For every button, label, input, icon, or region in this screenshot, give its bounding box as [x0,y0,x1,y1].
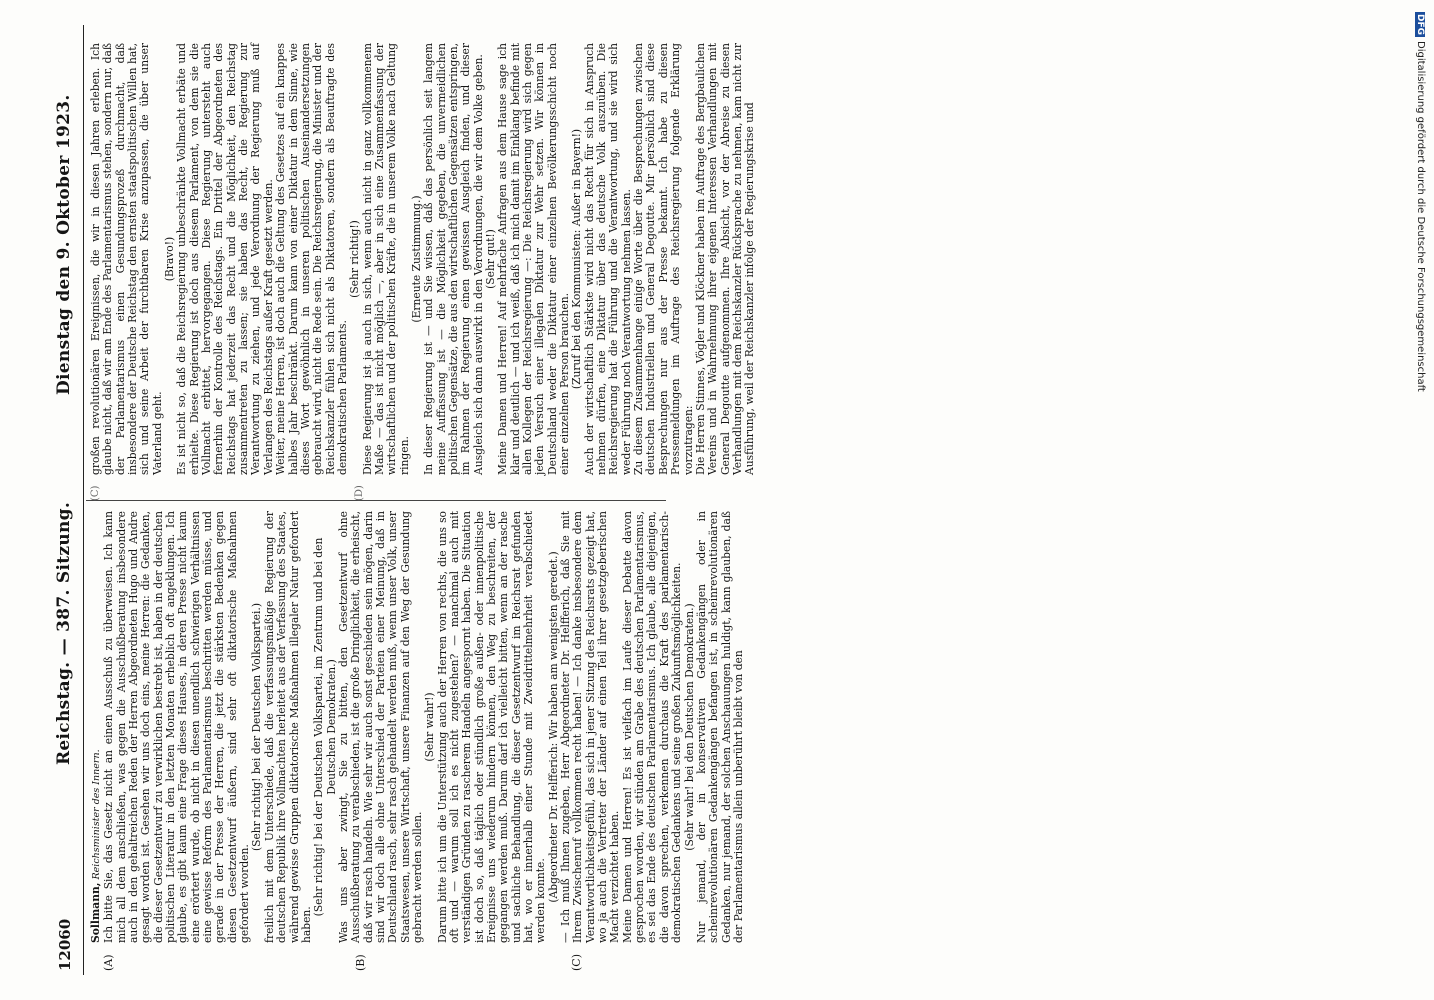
speaker-name: Sollmann, [89,882,102,943]
interjection: (Sehr gut!) [484,229,497,289]
header-rule [83,25,84,975]
paragraph: Die Herren Stinnes, Vögler und Klöckner haben im Auftrage des Bergbaulichen Vereins und in Wahrnehmung ihrer eigenen Interessen Verhandlungen mit General Degoutte aufgenommen. Ihre Absicht, vor der Abreise zu diesen Verhandlungen mit dem Reichskanzler Rücksprache zu nehmen, kam nicht zur Ausführung, weil der Reichskanzler infolge der Regierungskrise und [693,43,757,475]
paragraph: Es ist nicht so, daß die Reichsregierung unbeschränkte Vollmacht erbäte und erhielte. Diese Regierung ist doch aus diesem Parlament, von dem sie die Vollmacht erbittet, hervorgegangen. Diese Regierung untersteht auch fernerhin der Kontrolle des Reichstags. Ein Drittel der Abgeordneten des Reichstags hat jederzeit das Recht und die Möglichkeit, den Reichstag zusammentreten zu lassen; sie haben das Recht, die Regierung zur Verantwortung zu ziehen, und jede Verordnung der Regierung muß auf Verlangen des Reichstags außer Kraft gesetzt werden. [175,43,275,475]
header-left-title: Reichstag. — 387. Sitzung. [54,501,74,765]
interjection: (Zuruf bei den Kommunisten: Außer in Bayern!) [570,128,584,390]
paragraph: großen revolutionären Ereignissen, die wir in diesen Jahren erleben. Ich glaube nicht, daß wir am Ende des Parlamentarismus stehen, sondern nur, daß der Parlamentarismus einen Gesundungsprozeß durchmacht, daß insbesondere der Deutsche Reichstag den ernsten staatspolitischen Willen hat, sich und seine Arbeit der furchtbaren Krise anzupassen, die über unser Vaterland geht. [89,43,164,475]
interjection: (Sehr wahr!) [423,692,437,762]
digitization-sidebar [1406,0,1428,1000]
paragraph: freilich mit dem Unterschiede, daß die verfassungsmäßige Regierung der deutschen Republik ihre Vollmachten herleitet aus der Verfassung des Staates, während gewisse Gruppen diktatorische Maßnahmen illegaler Natur gefordert haben. [262,511,313,943]
header-right-title: Dienstag den 9. Oktober 1923. [54,94,74,395]
interjection: (Sehr richtig! bei der Deutschen Volkspartei.) [250,603,264,852]
right-column [89,43,757,475]
paragraph: Nur jemand, der in konservativen Gedankengängen oder in scheinrevolutionären Gedankengängen befangen ist, in scheinrevolutionären Gedanken, nur jemand, der solchen Anschauungen huldigt, kann glauben, daß der Parlamentarismus allein unberührt bleibt von den [694,511,745,943]
interjection: (Bravo!) [163,236,177,282]
paragraph: Zu diesem Zusammenhange einige Worte über die Besprechungen zwischen deutschen Industriellen und General Degoutte. Mir persönlich sind diese Besprechungen nur aus der Presse bekannt. Ich habe zu diesen Pressemeldungen im Auftrage des Reichsregierung folgende Erklärung vorzutragen: [632,43,695,475]
left-column [89,511,745,943]
dfg-logo: DFG [1415,14,1425,36]
speaker-role: Reichsminister des Innern. [91,749,102,880]
interjection: (Sehr richtig!) [348,220,362,298]
paragraph: Meine Damen und Herren! Auf mehrfache Anfragen aus dem Hause sage ich klar und deutlich — und ich weiß, daß ich mich damit im Einklang befinde mit allen Kollegen der Reichsregierung —: Die Reichsregierung wird sich gegen jeden Versuch einer illegalen Diktatur zur Wehr setzen. Wir können in Deutschland weder die Diktatur einer einzelnen Bevölkerungsschicht noch einer einzelnen Person brauchen. [496,43,572,475]
paragraph: Auch der wirtschaftlich Stärkste wird nicht das Recht für sich in Anspruch nehmen dürfen, eine Diktatur über das deutsche Volk auszuüben. Die Reichsregierung hat die Führung und die Verantwortung, und sie wird sich weder Führung noch Verantwortung nehmen lassen. [582,43,633,475]
speaker-line [90,511,103,943]
interjection: (Sehr wahr! bei den Deutschen Demokraten.) [682,603,696,851]
margin-marker-d-right: (D) [354,485,365,501]
paragraph: Meine Damen und Herren! Es ist vielfach im Laufe dieser Debatte davon gesprochen worden, wir stünden am Grabe des deutschen Parlamentarismus, es sei das Ende des deutschen Parlamentarismus. Ich glaube, alle diejenigen, die davon sprechen, verkennen durchaus die Kraft des parlamentarisch-demokratischen Gedankens und seine großen Zukunftsmöglichkeiten. [620,511,684,943]
margin-marker-b: (B) [354,954,367,971]
margin-marker-a: (A) [102,954,115,971]
paragraph: Diese Regierung ist ja auch in sich, wenn auch nicht in ganz vollkommenem Maße — das ist nicht möglich —, aber in sich eine Zusammenfassung der wirtschaftlichen und der politischen Kräfte, die in unserem Volke nach Geltung ringen. [360,43,411,475]
digitization-credit [1415,12,1426,392]
paragraph: Darum bitte ich um die Unterstützung auch der Herren von rechts, die uns so oft und — warum soll ich es nicht zugestehen? — manchmal auch mit verständigen Gründen zu rascherem Handeln angespornt haben. Die Situation ist doch so, daß täglich oder stündlich große außen- oder innenpolitische Ereignisse uns wiederum hindern können, den Weg zu beschreiten, der gegangen werden muß. Darum darf ich vielleicht bitten, wenn an der rasche und sachliche Behandlung, die dieser Gesetzentwurf im Reichsrat gefunden hat, wo er innerhalb einer Stunde mit Zweidrittelmehrheit verabschiedet werden konnte. [435,511,548,943]
paragraph: — Ich muß Ihnen zugeben, Herr Abgeordneter Dr. Helfferich, daß Sie mit Ihrem Zwischenruf vollkommen recht haben! — Ich danke insbesondere dem Verantwortlichkeitsgefühl, das sich in jener Sitzung des Reichsrats gezeigt hat, wo ja auch die Vertreter der Länder auf einen Teil ihrer gesetzgeberischen Macht verzichtet haben. [559,511,622,943]
paragraph: Was uns aber zwingt, Sie zu bitten, den Gesetzentwurf ohne Ausschußberatung zu verabschieden, ist die große Dringlichkeit, die erheischt, daß wir rasch handeln. Wie sehr wir auch sonst geschieden sein mögen, darin sind wir doch alle ohne Unterschied der Parteien einer Meinung, daß in Deutschland rasch, sehr rasch gehandelt werden muß, wenn unser Volk, unser Staatswesen, unsere Wirtschaft, unsere Finanzen auf den Weg der Gesundung gebracht werden sollen. [336,511,424,943]
page-number: 12060 [56,918,74,971]
rotated-page-content [50,25,1400,975]
interjection: (Abgeordneter Dr. Helfferich: Wir haben am wenigsten geredet.) [546,551,560,903]
page-header [50,25,86,975]
paragraph: In dieser Regierung ist — und Sie wissen, daß das persönlich seit langem meine Auffassung ist — die Möglichkeit gegeben, die unvermeidlichen politischen Gegensätze, die aus den wirtschaftlichen Gegensätzen entspringen, im Rahmen der Regierung einen gewissen Ausgleich finden, und dieser Ausgleich sich dann auswirkt in den Verordnungen, die wir dem Volke geben. [422,43,485,475]
column-divider [86,500,666,501]
interjection: (Sehr richtig! bei der Deutschen Volkspartei, im Zentrum und bei den Deutschen Demokraten.) [312,537,338,917]
margin-marker-c: (C) [570,954,583,971]
paragraph: Ich bitte Sie, das Gesetz nicht an einen Ausschuß zu überweisen. Ich kann mich all dem anschließen, was gegen die Ausschußberatung insbesondere auch in den gehaltreichen Reden der Herren Abgeordneten Hugo und Andre gesagt worden ist. Gesehen wir uns doch eins, meine Herren: die Gedanken, die dieser Gesetzentwurf zu verwirklichen bestrebt ist, haben in der deutschen politischen Literatur in den letzten Monaten erheblich oft angeklungen. Ich glaube, es gibt kaum eine Frage dieses Hauses, in deren Presse nicht kaum eine erörtert wurde, ob nicht in diesen unendlich schwierigen Verhältnissen eine gewisse Reform des Parlamentarismus beschritten werden müsse, und gerade in der Presse der Herren, die jetzt die stärksten Bedenken gegen diesen Gesetzentwurf äußern, sind sehr oft diktatorische Maßnahmen gefordert worden. [102,511,252,943]
interjection: (Erneute Zustimmung.) [409,195,423,323]
margin-marker-c-right: (C) [90,485,101,501]
digitization-credit-text: Digitalisierung gefördert durch die Deutsche Forschungsgemeinschaft [1415,41,1426,392]
paragraph: Weiter, meine Herren, ist doch auch die Geltung des Gesetzes auf ein knappes halbes Jahr beschränkt. Darum kann von einer Diktatur in dem Sinne, wie dieses Wort gewöhnlich in unseren politischen Auseinandersetzungen gebraucht wird, nicht die Rede sein. Die Reichsregierung, die Minister und der Reichskanzler fühlen sich nicht als Diktatoren, sondern als Beauftragte des demokratischen Parlaments. [274,43,349,475]
